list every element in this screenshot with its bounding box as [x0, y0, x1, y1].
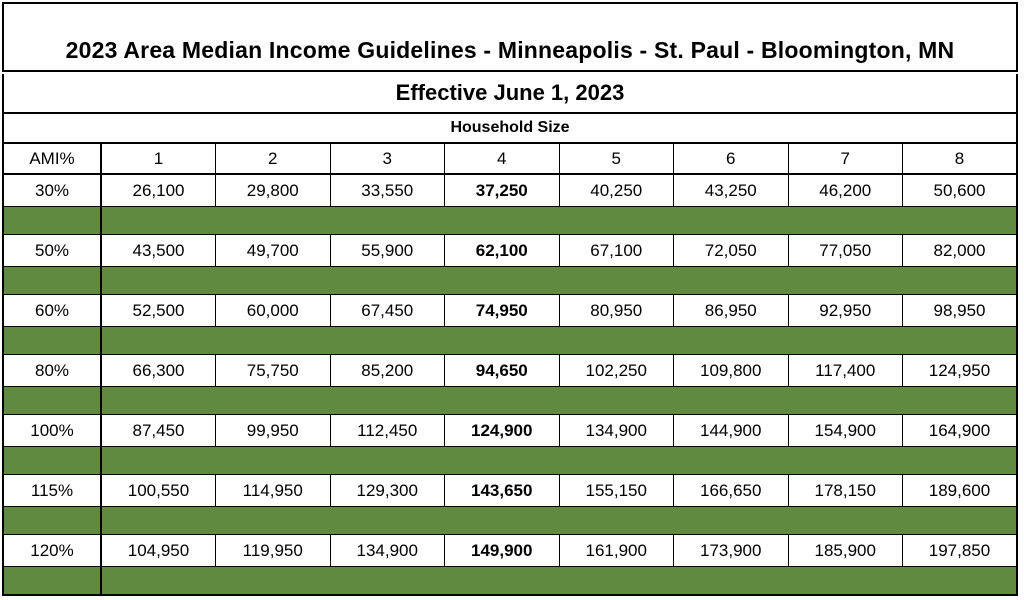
income-cell: 67,450	[330, 295, 445, 327]
income-cell: 104,950	[101, 535, 216, 567]
spacer-cell	[3, 387, 101, 415]
spacer-cell	[3, 567, 101, 596]
spacer-cell	[3, 507, 101, 535]
income-cell: 144,900	[674, 415, 789, 447]
income-cell: 60,000	[216, 295, 331, 327]
income-cell: 99,950	[216, 415, 331, 447]
income-cell: 80,950	[559, 295, 674, 327]
household-size-2: 2	[216, 144, 331, 174]
household-size-8: 8	[903, 144, 1018, 174]
ami-percent-cell: 50%	[3, 235, 101, 267]
income-cell: 114,950	[216, 475, 331, 507]
income-cell: 62,100	[445, 235, 560, 267]
income-cell: 155,150	[559, 475, 674, 507]
income-cell: 100,550	[101, 475, 216, 507]
table-row	[3, 174, 1017, 207]
household-size-header: Household Size	[2, 114, 1018, 144]
green-spacer-row	[3, 327, 1017, 355]
income-cell: 109,800	[674, 355, 789, 387]
income-cell: 102,250	[559, 355, 674, 387]
table-row	[3, 415, 1017, 447]
header-row	[3, 144, 1017, 174]
household-size-4: 4	[445, 144, 560, 174]
ami-percent-cell: 100%	[3, 415, 101, 447]
table-row	[3, 475, 1017, 507]
green-spacer-row	[3, 267, 1017, 295]
green-spacer-row	[3, 207, 1017, 235]
income-cell: 86,950	[674, 295, 789, 327]
income-cell: 55,900	[330, 235, 445, 267]
green-spacer-row	[3, 387, 1017, 415]
income-cell: 197,850	[903, 535, 1018, 567]
income-cell: 52,500	[101, 295, 216, 327]
income-cell: 119,950	[216, 535, 331, 567]
spacer-cell	[101, 267, 1017, 295]
spacer-cell	[3, 447, 101, 475]
table-body	[3, 174, 1017, 595]
ami-percent-cell: 115%	[3, 475, 101, 507]
income-cell: 85,200	[330, 355, 445, 387]
table-row	[3, 355, 1017, 387]
income-cell: 72,050	[674, 235, 789, 267]
spacer-cell	[101, 327, 1017, 355]
green-spacer-row	[3, 447, 1017, 475]
household-size-6: 6	[674, 144, 789, 174]
spacer-cell	[101, 207, 1017, 235]
spacer-cell	[101, 447, 1017, 475]
income-cell: 166,650	[674, 475, 789, 507]
income-cell: 112,450	[330, 415, 445, 447]
income-cell: 26,100	[101, 174, 216, 207]
spacer-cell	[3, 267, 101, 295]
ami-percent-cell: 30%	[3, 174, 101, 207]
spacer-cell	[101, 567, 1017, 596]
income-cell: 173,900	[674, 535, 789, 567]
income-cell: 43,250	[674, 174, 789, 207]
income-cell: 98,950	[903, 295, 1018, 327]
income-table	[2, 144, 1018, 596]
income-cell: 77,050	[788, 235, 903, 267]
household-size-5: 5	[559, 144, 674, 174]
income-cell: 149,900	[445, 535, 560, 567]
income-cell: 37,250	[445, 174, 560, 207]
income-cell: 124,900	[445, 415, 560, 447]
income-cell: 87,450	[101, 415, 216, 447]
income-cell: 154,900	[788, 415, 903, 447]
spacer-cell	[101, 387, 1017, 415]
income-cell: 129,300	[330, 475, 445, 507]
income-cell: 185,900	[788, 535, 903, 567]
income-cell: 43,500	[101, 235, 216, 267]
income-cell: 124,950	[903, 355, 1018, 387]
effective-date: Effective June 1, 2023	[2, 74, 1018, 114]
income-cell: 50,600	[903, 174, 1018, 207]
income-cell: 49,700	[216, 235, 331, 267]
ami-percent-cell: 80%	[3, 355, 101, 387]
green-spacer-row	[3, 567, 1017, 596]
income-cell: 67,100	[559, 235, 674, 267]
income-cell: 29,800	[216, 174, 331, 207]
table-row	[3, 535, 1017, 567]
household-size-7: 7	[788, 144, 903, 174]
income-cell: 117,400	[788, 355, 903, 387]
spacer-cell	[101, 507, 1017, 535]
household-size-1: 1	[101, 144, 216, 174]
ami-column-header: AMI%	[3, 144, 101, 174]
income-cell: 74,950	[445, 295, 560, 327]
income-cell: 75,750	[216, 355, 331, 387]
income-cell: 66,300	[101, 355, 216, 387]
income-cell: 189,600	[903, 475, 1018, 507]
income-cell: 92,950	[788, 295, 903, 327]
ami-percent-cell: 120%	[3, 535, 101, 567]
income-cell: 143,650	[445, 475, 560, 507]
income-cell: 134,900	[559, 415, 674, 447]
income-cell: 82,000	[903, 235, 1018, 267]
table-row	[3, 295, 1017, 327]
income-cell: 40,250	[559, 174, 674, 207]
spacer-cell	[3, 207, 101, 235]
income-cell: 134,900	[330, 535, 445, 567]
household-size-3: 3	[330, 144, 445, 174]
ami-percent-cell: 60%	[3, 295, 101, 327]
income-cell: 164,900	[903, 415, 1018, 447]
income-cell: 178,150	[788, 475, 903, 507]
income-cell: 94,650	[445, 355, 560, 387]
spacer-cell	[3, 327, 101, 355]
income-cell: 46,200	[788, 174, 903, 207]
income-cell: 161,900	[559, 535, 674, 567]
green-spacer-row	[3, 507, 1017, 535]
table-row	[3, 235, 1017, 267]
income-cell: 33,550	[330, 174, 445, 207]
sheet-title: 2023 Area Median Income Guidelines - Minneapolis - St. Paul - Bloomington, MN	[2, 2, 1018, 72]
